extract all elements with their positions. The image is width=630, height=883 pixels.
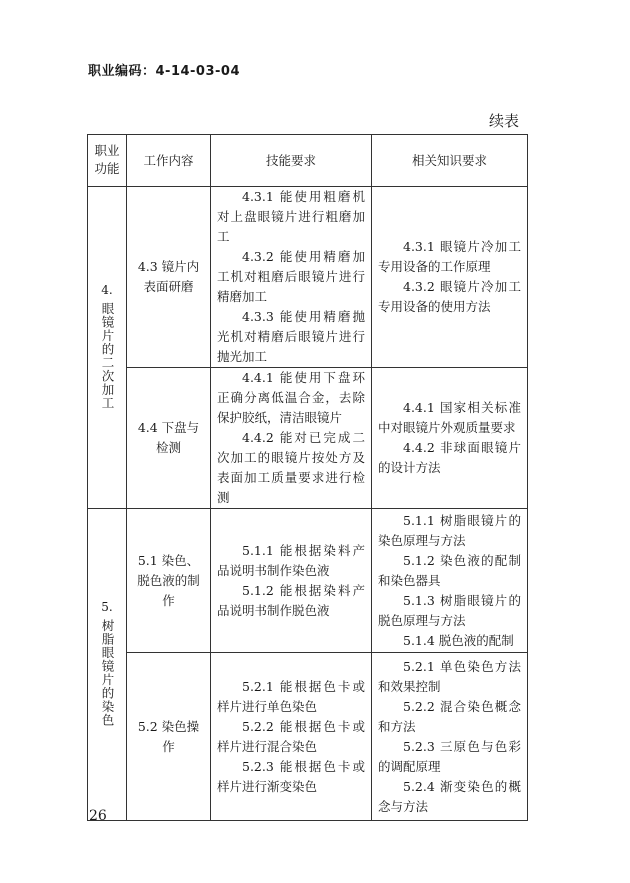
work-cell: 5.2 染色操作 <box>127 653 211 821</box>
col-header-work: 工作内容 <box>127 135 211 187</box>
skill-cell: 5.1.1 能根据染料产品说明书制作染色液 5.1.2 能根据染料产品说明书制作脱色液 <box>211 509 372 653</box>
skill-cell: 5.2.1 能根据色卡或样片进行单色染色 5.2.2 能根据色卡或样片进行混合染色 5.2.3 能根据色卡或样片进行渐变染色 <box>211 653 372 821</box>
function-cell-5: 5. 树脂眼镜片的染色 <box>88 509 127 821</box>
work-cell: 4.4 下盘与检测 <box>127 368 211 509</box>
table-row <box>88 653 528 821</box>
skill-cell: 4.3.1 能使用粗磨机对上盘眼镜片进行粗磨加工 4.3.2 能使用精磨加工机对粗磨后眼镜片进行精磨加工 4.3.3 能使用精磨抛光机对精磨后眼镜片进行抛光加工 <box>211 187 372 368</box>
knowledge-cell: 4.3.1 眼镜片冷加工专用设备的工作原理 4.3.2 眼镜片冷加工专用设备的使用方法 <box>372 187 528 368</box>
col-header-function: 职业功能 <box>88 135 127 187</box>
table-row <box>88 509 528 653</box>
knowledge-cell: 5.2.1 单色染色方法和效果控制 5.2.2 混合染色概念和方法 5.2.3 三原色与色彩的调配原理 5.2.4 渐变染色的概念与方法 <box>372 653 528 821</box>
table-row <box>88 187 528 368</box>
col-header-skill: 技能要求 <box>211 135 372 187</box>
work-cell: 5.1 染色、脱色液的制作 <box>127 509 211 653</box>
table-header-row <box>88 135 528 187</box>
skill-cell: 4.4.1 能使用下盘环正确分离低温合金，去除保护胶纸，清洁眼镜片 4.4.2 能对已完成二次加工的眼镜片按处方及表面加工质量要求进行检测 <box>211 368 372 509</box>
col-header-knowledge: 相关知识要求 <box>372 135 528 187</box>
work-cell: 4.3 镜片内表面研磨 <box>127 187 211 368</box>
table-row <box>88 368 528 509</box>
knowledge-cell: 5.1.1 树脂眼镜片的染色原理与方法 5.1.2 染色液的配制和染色器具 5.1.3 树脂眼镜片的脱色原理与方法 5.1.4 脱色液的配制 <box>372 509 528 653</box>
function-cell-4: 4. 眼镜片的二次加工 <box>88 187 127 509</box>
knowledge-cell: 4.4.1 国家相关标准中对眼镜片外观质量要求 4.4.2 非球面眼镜片的设计方法 <box>372 368 528 509</box>
skills-table <box>87 134 528 821</box>
continued-label: 续表 <box>489 112 520 130</box>
page-number: 26 <box>89 808 107 824</box>
occupation-code: 职业编码：4-14-03-04 <box>88 64 241 79</box>
